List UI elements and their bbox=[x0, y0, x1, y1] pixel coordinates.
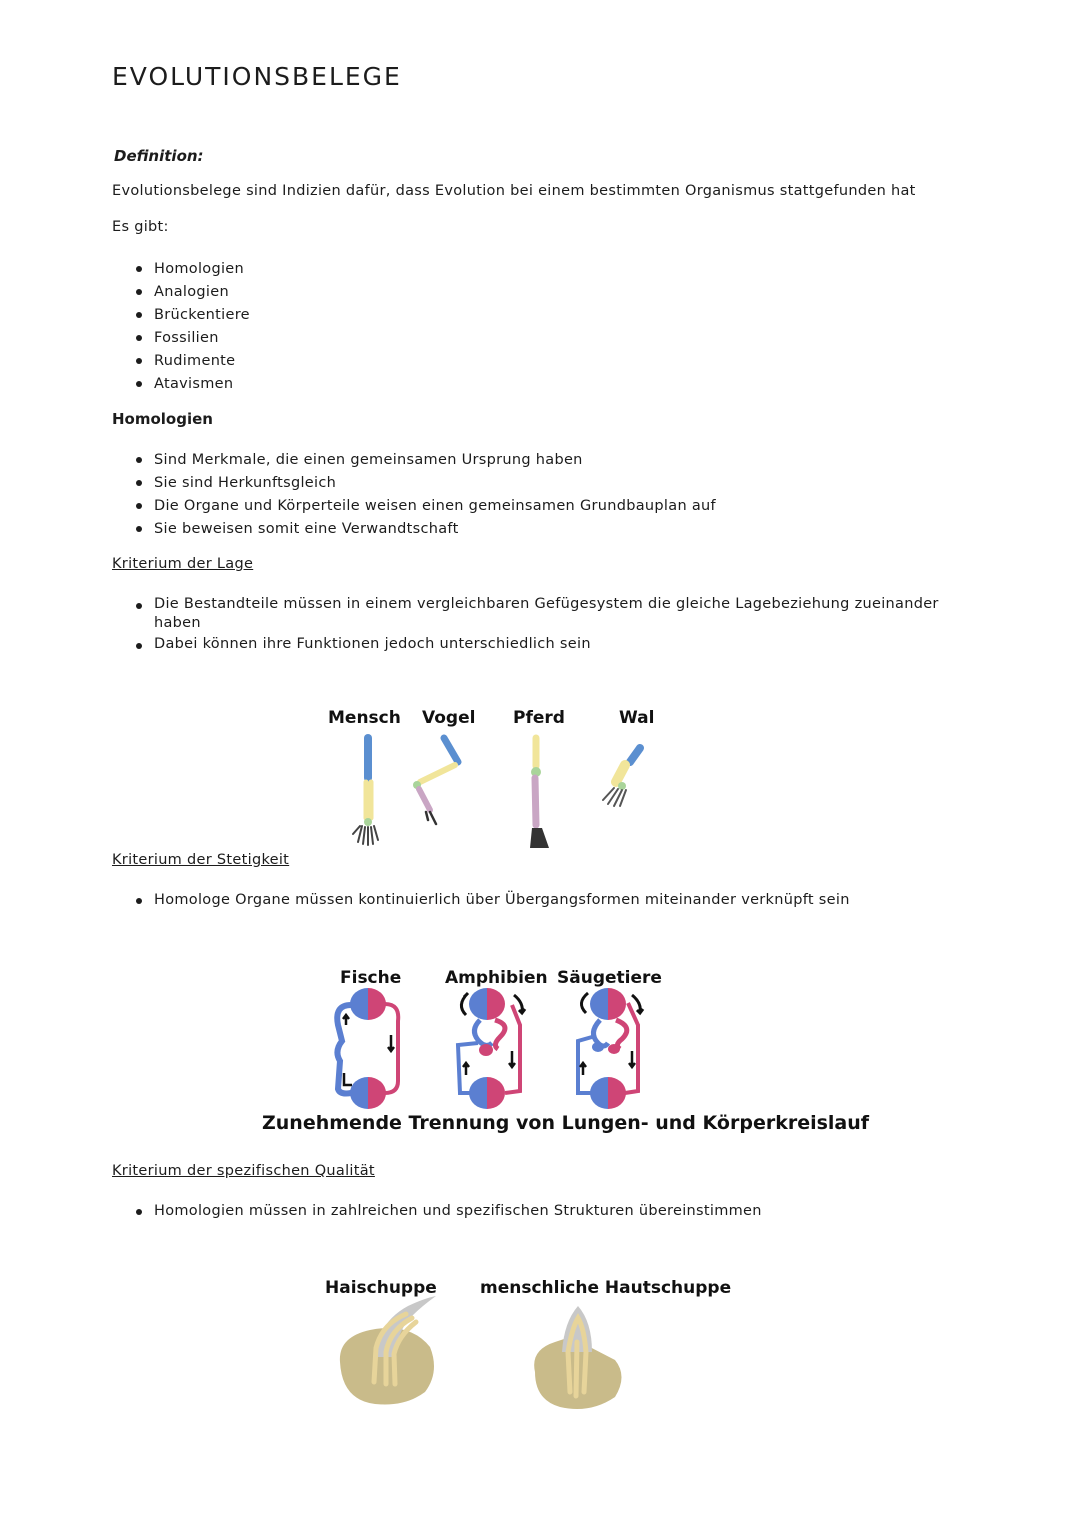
definition-intro: Es gibt: bbox=[112, 219, 169, 235]
qualitaet-heading: Kriterium der spezifischen Qualität bbox=[112, 1163, 375, 1179]
label-saeugetiere: Säugetiere bbox=[557, 968, 662, 988]
list-item: Brückentiere bbox=[112, 304, 250, 327]
stetigkeit-list bbox=[112, 890, 850, 910]
horse-leg bbox=[530, 738, 549, 848]
label-mensch: Mensch bbox=[328, 708, 401, 728]
list-item: Rudimente bbox=[112, 350, 250, 373]
mammal-circulation bbox=[578, 988, 643, 1109]
bird-wing bbox=[413, 738, 458, 824]
label-vogel: Vogel bbox=[422, 708, 476, 728]
label-wal: Wal bbox=[619, 708, 655, 728]
lage-heading: Kriterium der Lage bbox=[112, 556, 254, 572]
evidence-list bbox=[112, 258, 250, 396]
list-item: Sind Merkmale, die einen gemeinsamen Ursprung haben bbox=[112, 449, 716, 472]
homologien-list bbox=[112, 449, 716, 541]
list-item: Homologien bbox=[112, 258, 250, 281]
definition-text: Evolutionsbelege sind Indizien dafür, dass Evolution bei einem bestimmten Organismus stattgefunden hat bbox=[112, 183, 916, 199]
label-fische: Fische bbox=[340, 968, 402, 988]
lage-list bbox=[112, 595, 962, 654]
human-arm bbox=[353, 738, 378, 845]
whale-flipper bbox=[603, 748, 640, 806]
list-item: Dabei können ihre Funktionen jedoch unterschiedlich sein bbox=[112, 635, 962, 654]
list-item: Die Bestandteile müssen in einem vergleichbaren Gefügesystem die gleiche Lagebeziehung zueinander haben bbox=[112, 595, 962, 633]
homologien-heading: Homologien bbox=[112, 410, 213, 428]
label-amphibien: Amphibien bbox=[445, 968, 548, 988]
stetigkeit-heading: Kriterium der Stetigkeit bbox=[112, 852, 290, 868]
label-pferd: Pferd bbox=[513, 708, 565, 728]
label-haischuppe: Haischuppe bbox=[325, 1278, 437, 1298]
circulation-figure bbox=[320, 985, 660, 1110]
list-item: Atavismen bbox=[112, 373, 250, 396]
qualitaet-list bbox=[112, 1201, 762, 1221]
list-item: Sie sind Herkunftsgleich bbox=[112, 472, 716, 495]
shark-scale bbox=[340, 1296, 436, 1405]
list-item: Sie beweisen somit eine Verwandtschaft bbox=[112, 518, 716, 541]
human-scale bbox=[534, 1306, 621, 1409]
definition-label: Definition: bbox=[114, 147, 204, 165]
list-item: Die Organe und Körperteile weisen einen gemeinsamen Grundbauplan auf bbox=[112, 495, 716, 518]
circulation-caption: Zunehmende Trennung von Lungen- und Körperkreislauf bbox=[262, 1112, 870, 1134]
list-item: Analogien bbox=[112, 281, 250, 304]
list-item: Homologien müssen in zahlreichen und spezifischen Strukturen übereinstimmen bbox=[112, 1201, 762, 1221]
scale-figure bbox=[330, 1292, 640, 1417]
label-hautschuppe: menschliche Hautschuppe bbox=[480, 1278, 732, 1298]
fish-circulation bbox=[337, 988, 398, 1109]
page-title: EVOLUTIONSBELEGE bbox=[112, 62, 402, 91]
amphibian-circulation bbox=[458, 988, 525, 1109]
list-item: Fossilien bbox=[112, 327, 250, 350]
forelimb-figure bbox=[320, 730, 680, 855]
list-item: Homologe Organe müssen kontinuierlich über Übergangsformen miteinander verknüpft sein bbox=[112, 890, 850, 910]
